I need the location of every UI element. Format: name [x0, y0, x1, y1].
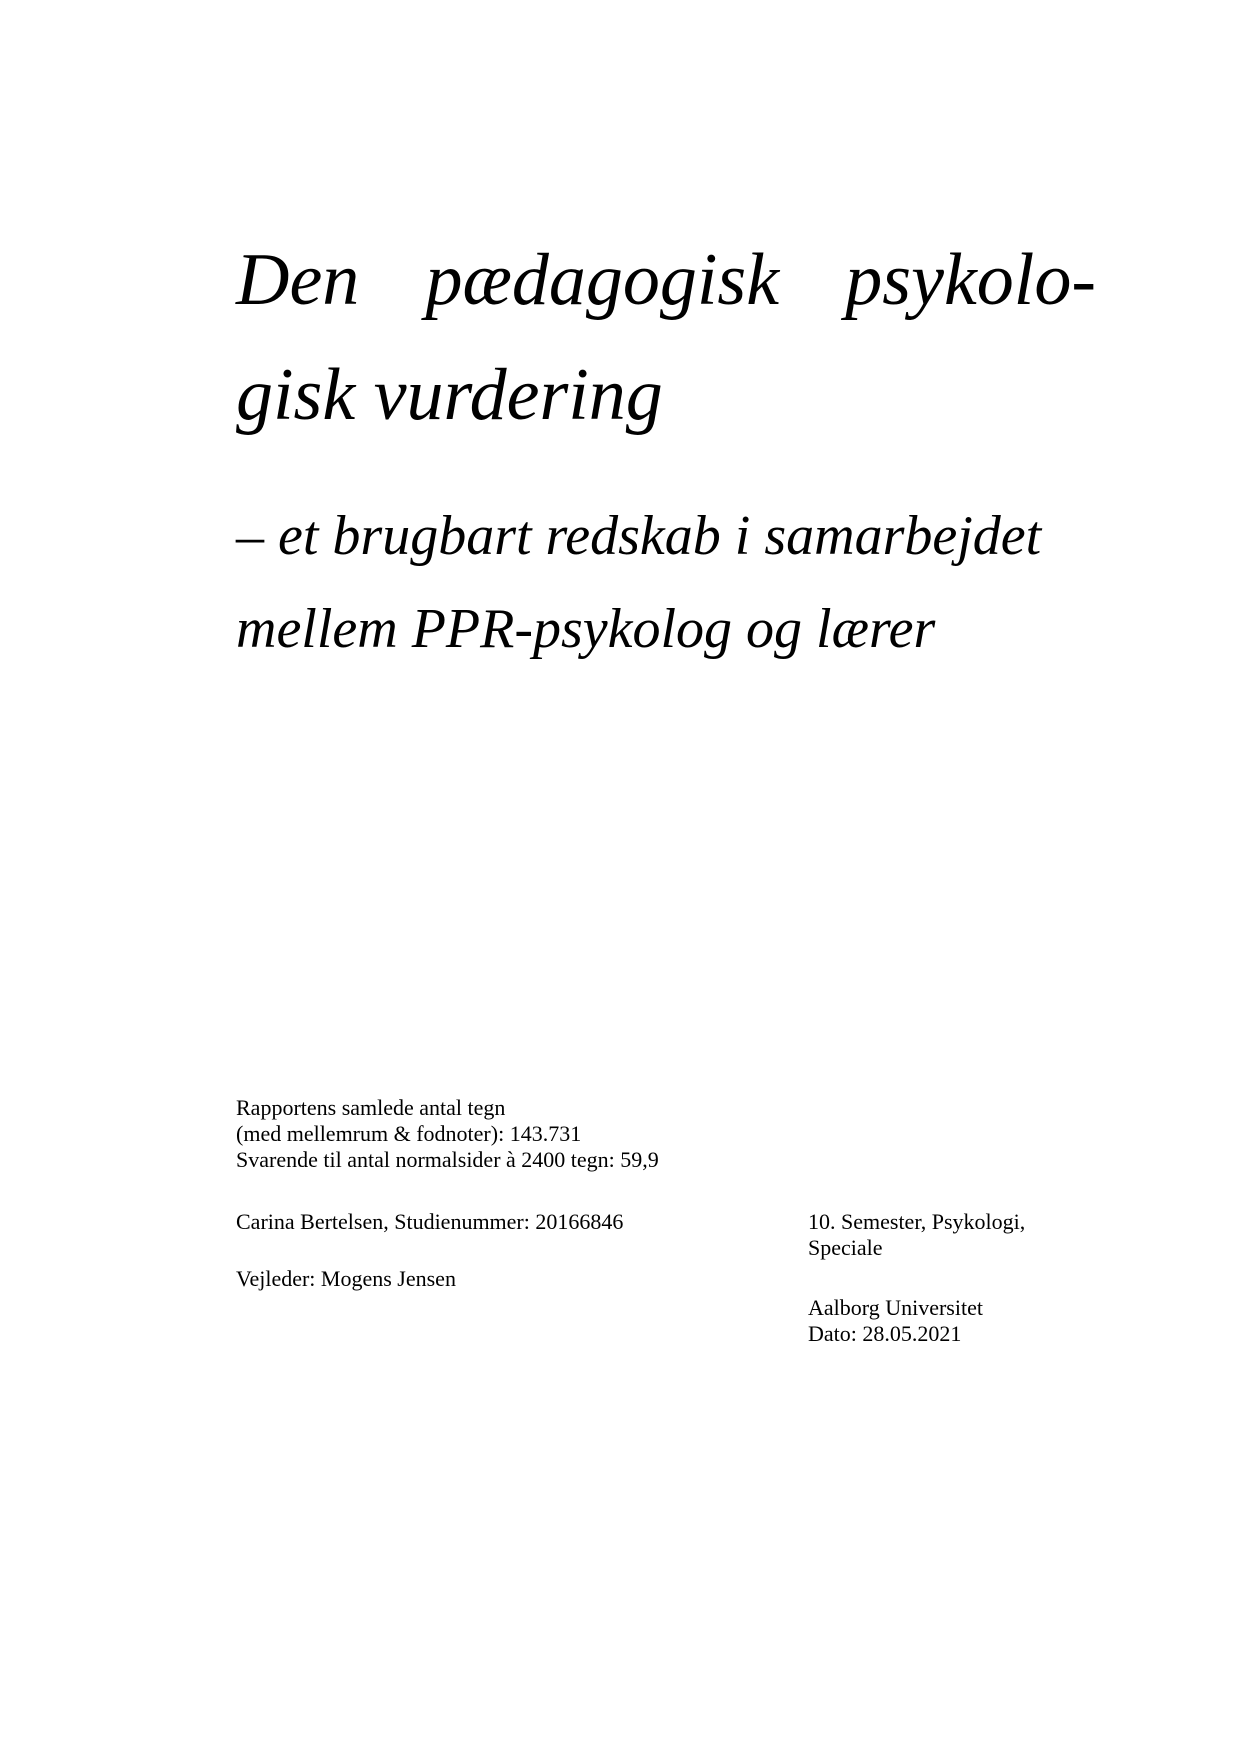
title-word-2: pædagogisk	[425, 239, 780, 321]
character-count-line-3: Svarende til antal normalsider à 2400 tegn: 59,9	[236, 1147, 659, 1172]
title-word-1: Den	[236, 239, 360, 321]
supervisor-name: Vejleder: Mogens Jensen	[236, 1266, 456, 1291]
submission-date: Dato: 28.05.2021	[808, 1321, 962, 1346]
supervisor-block	[236, 1266, 456, 1292]
semester-line-2: Speciale	[808, 1235, 883, 1260]
semester-line-1: 10. Semester, Psykologi,	[808, 1209, 1026, 1234]
character-count-block	[236, 1095, 659, 1173]
author-name: Carina Bertelsen, Studienummer: 20166846	[236, 1209, 624, 1234]
subtitle-line-1: – et brugbart redskab i samarbejdet	[236, 505, 1042, 567]
university-name: Aalborg Universitet	[808, 1295, 983, 1320]
title-line-2: gisk vurdering	[236, 354, 663, 436]
title-line-1	[236, 239, 1096, 321]
title-word-3: psykolo-	[845, 239, 1096, 321]
character-count-line-2: (med mellemrum & fodnoter): 143.731	[236, 1121, 582, 1146]
author-block	[236, 1209, 623, 1235]
university-block	[808, 1295, 983, 1347]
subtitle-line-2: mellem PPR-psykolog og lærer	[236, 598, 936, 660]
character-count-line-1: Rapportens samlede antal tegn	[236, 1095, 506, 1120]
course-block	[808, 1209, 1025, 1261]
